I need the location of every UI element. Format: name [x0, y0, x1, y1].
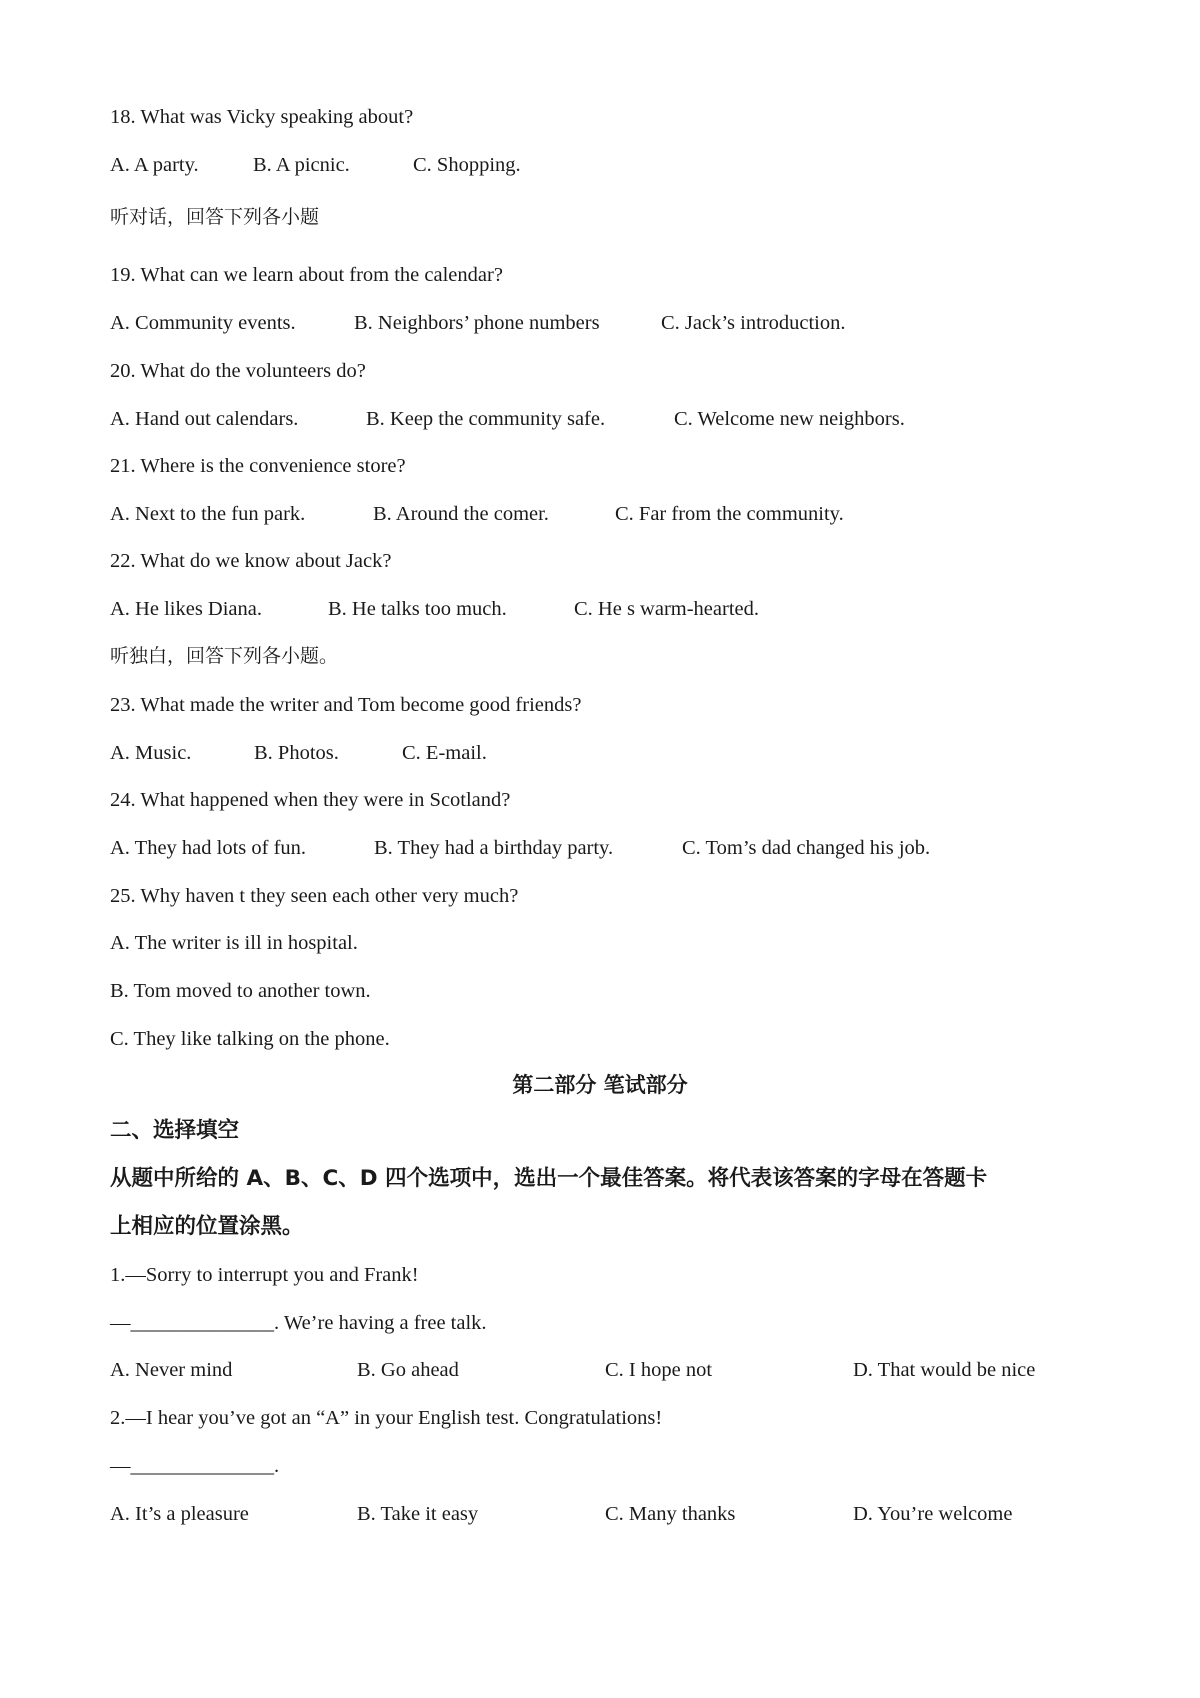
q25-option-b: B. Tom moved to another town.	[110, 980, 371, 1002]
question-19: 19. What can we learn about from the calendar?	[110, 264, 503, 286]
section-title: 二、选择填空	[110, 1118, 240, 1143]
question-24: 24. What happened when they were in Scotland?	[110, 789, 511, 811]
question-22: 22. What do we know about Jack?	[110, 550, 392, 572]
written-q2-option-c: C. Many thanks	[605, 1503, 736, 1525]
written-q2-line-2: —______________.	[110, 1455, 280, 1477]
q18-option-a: A. A party.	[110, 154, 199, 176]
q20-option-b: B. Keep the community safe.	[366, 408, 606, 430]
written-q1-option-d: D. That would be nice	[853, 1359, 1036, 1381]
instruction-line-1: 从题中所给的 A、B、C、D 四个选项中，选出一个最佳答案。将代表该答案的字母在答题卡	[110, 1166, 988, 1191]
written-q1-line-1: 1.—Sorry to interrupt you and Frank!	[110, 1264, 419, 1286]
question-21: 21. Where is the convenience store?	[110, 455, 406, 477]
q24-option-a: A. They had lots of fun.	[110, 837, 307, 859]
q18-option-b: B. A picnic.	[253, 154, 350, 176]
instruction-line-2: 上相应的位置涂黑。	[110, 1214, 304, 1239]
q24-option-b: B. They had a birthday party.	[374, 837, 614, 859]
q24-option-c: C. Tom’s dad changed his job.	[682, 837, 931, 859]
q21-option-a: A. Next to the fun park.	[110, 503, 306, 525]
q25-option-c: C. They like talking on the phone.	[110, 1028, 390, 1050]
instruction-dialogue: 听对话，回答下列各小题	[110, 206, 320, 228]
q20-option-a: A. Hand out calendars.	[110, 408, 299, 430]
part-two-title: 第二部分 笔试部分	[512, 1073, 688, 1097]
written-q1-option-a: A. Never mind	[110, 1359, 233, 1381]
q19-option-c: C. Jack’s introduction.	[661, 312, 846, 334]
instruction-monologue: 听独白，回答下列各小题。	[110, 645, 339, 667]
q22-option-c: C. He s warm-hearted.	[574, 598, 760, 620]
q19-option-a: A. Community events.	[110, 312, 296, 334]
written-q2-option-a: A. It’s a pleasure	[110, 1503, 249, 1525]
q22-option-b: B. He talks too much.	[328, 598, 507, 620]
question-23: 23. What made the writer and Tom become good friends?	[110, 694, 582, 716]
question-20: 20. What do the volunteers do?	[110, 360, 366, 382]
q22-option-a: A. He likes Diana.	[110, 598, 262, 620]
q19-option-b: B. Neighbors’ phone numbers	[354, 312, 600, 334]
q23-option-c: C. E-mail.	[402, 742, 487, 764]
q20-option-c: C. Welcome new neighbors.	[674, 408, 905, 430]
q23-option-b: B. Photos.	[254, 742, 339, 764]
q21-option-b: B. Around the comer.	[373, 503, 549, 525]
q21-option-c: C. Far from the community.	[615, 503, 844, 525]
q23-option-a: A. Music.	[110, 742, 192, 764]
written-q1-option-b: B. Go ahead	[357, 1359, 459, 1381]
written-q2-option-b: B. Take it easy	[357, 1503, 479, 1525]
q18-option-c: C. Shopping.	[413, 154, 521, 176]
written-q1-option-c: C. I hope not	[605, 1359, 713, 1381]
written-q1-line-2: —______________. We’re having a free talk.	[110, 1312, 487, 1334]
written-q2-line-1: 2.—I hear you’ve got an “A” in your English test. Congratulations!	[110, 1407, 663, 1429]
written-q2-option-d: D. You’re welcome	[853, 1503, 1013, 1525]
q25-option-a: A. The writer is ill in hospital.	[110, 932, 358, 954]
question-25: 25. Why haven t they seen each other very much?	[110, 885, 519, 907]
question-18: 18. What was Vicky speaking about?	[110, 106, 414, 128]
